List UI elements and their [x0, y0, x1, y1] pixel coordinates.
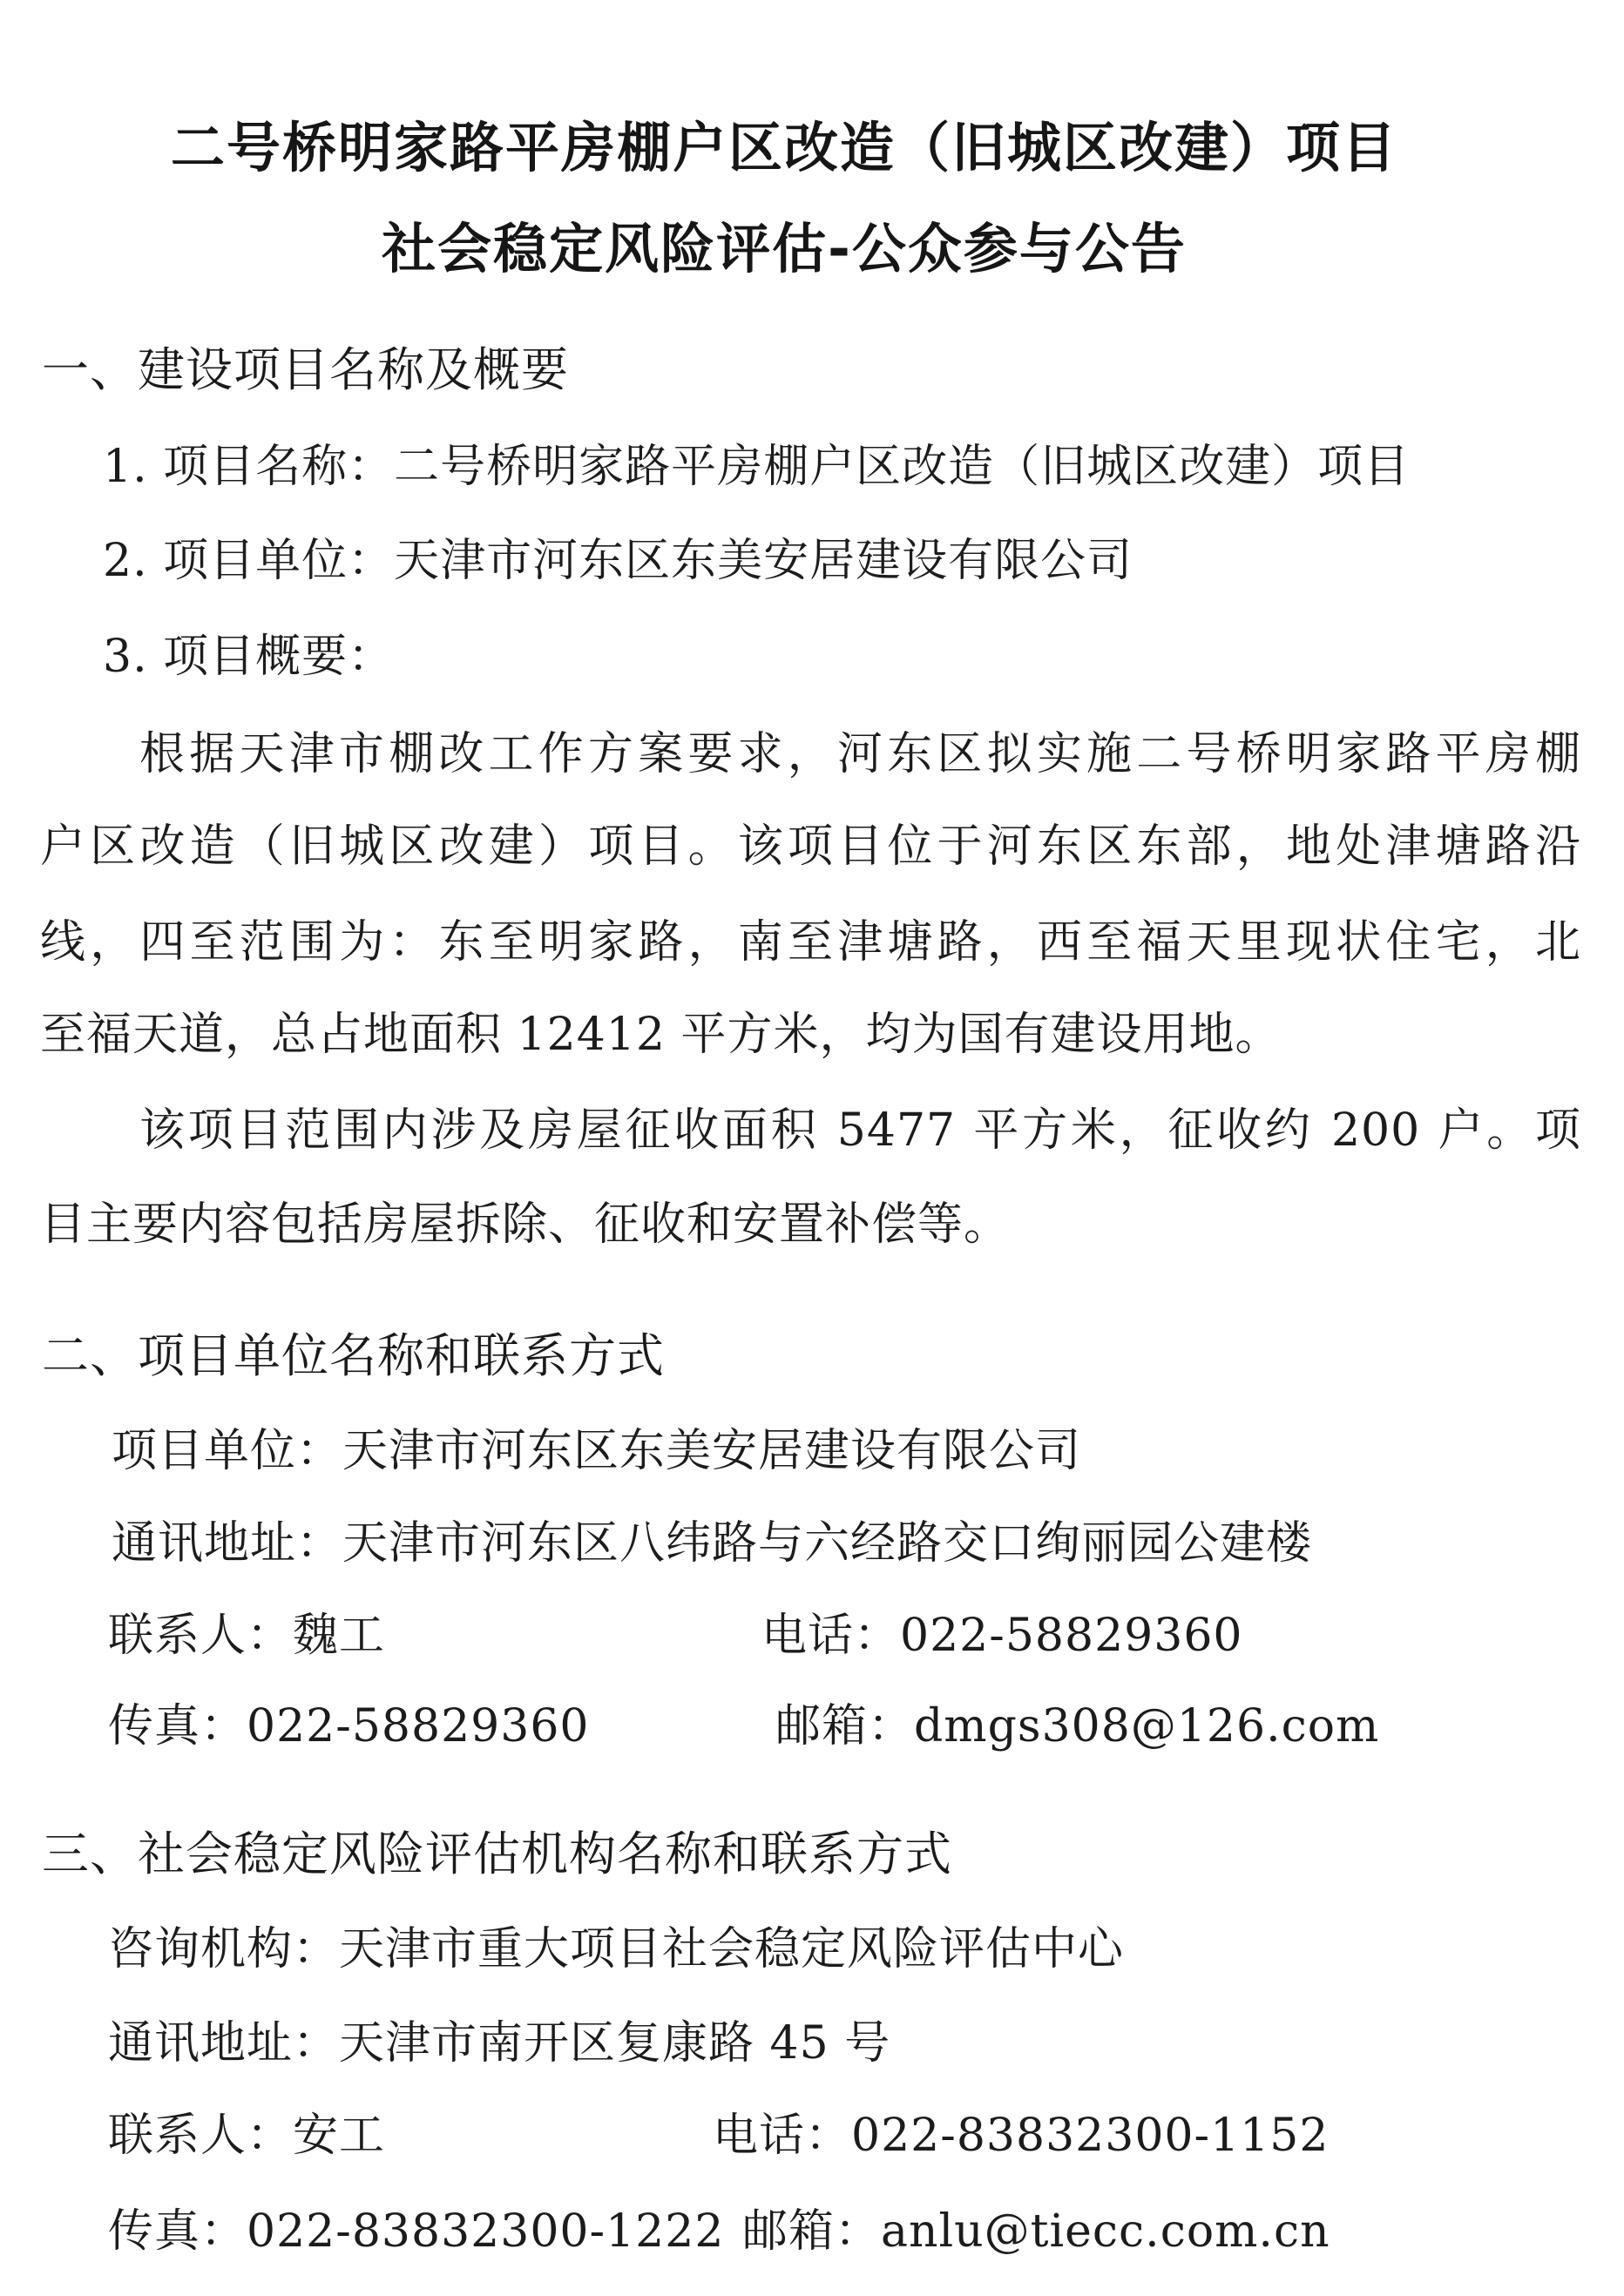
agency-contact-person: 联系人：安工	[108, 2110, 386, 2162]
agency-phone: 电话：022-83832300-1152	[713, 2110, 1330, 2162]
document-title-line2: 社会稳定风险评估-公众参与公告	[382, 217, 1187, 280]
unit-address-line: 通讯地址：天津市河东区八纬路与六经路交口绚丽园公建楼	[112, 1517, 1313, 1570]
agency-email: 邮箱：anlu@tiecc.com.cn	[742, 2205, 1330, 2258]
unit-phone: 电话：022-58829360	[761, 1610, 1243, 1662]
section3-heading: 三、社会稳定风险评估机构名称和联系方式	[42, 1827, 952, 1881]
agency-address-line: 通讯地址：天津市南开区复康路 45 号	[108, 2017, 891, 2070]
summary-paragraph-line: 根据天津市棚改工作方案要求，河东区拟实施二号桥明家路平房棚	[139, 728, 1581, 780]
project-summary-item: 3. 项目概要：	[103, 631, 395, 683]
project-unit-item: 2. 项目单位：天津市河东区东美安居建设有限公司	[103, 535, 1133, 587]
summary-paragraph-line: 户区改造（旧城区改建）项目。该项目位于河东区东部，地处津塘路沿	[40, 820, 1581, 873]
unit-name-line: 项目单位：天津市河东区东美安居建设有限公司	[112, 1425, 1082, 1477]
section1-heading: 一、建设项目名称及概要	[42, 342, 569, 397]
summary-paragraph-line: 至福天道，总占地面积 12412 平方米，均为国有建设用地。	[40, 1009, 1282, 1061]
unit-fax: 传真：022-58829360	[108, 1700, 590, 1752]
document-title-line1: 二号桥明家路平房棚户区改造（旧城区改建）项目	[170, 116, 1397, 179]
summary-paragraph-line: 线，四至范围为：东至明家路，南至津塘路，西至福天里现状住宅，北	[40, 916, 1581, 969]
scope-paragraph-line: 该项目范围内涉及房屋征收面积 5477 平方米，征收约 200 户。项	[139, 1104, 1581, 1157]
section2-heading: 二、项目单位名称和联系方式	[42, 1328, 665, 1383]
agency-fax: 传真：022-83832300-1222	[108, 2205, 725, 2258]
scope-paragraph-line: 目主要内容包括房屋拆除、征收和安置补偿等。	[40, 1199, 1011, 1251]
unit-contact-person: 联系人：魏工	[108, 1610, 386, 1662]
project-name-item: 1. 项目名称：二号桥明家路平房棚户区改造（旧城区改建）项目	[103, 441, 1411, 493]
unit-email: 邮箱：dmgs308@126.com	[775, 1700, 1380, 1752]
agency-name-line: 咨询机构：天津市重大项目社会稳定风险评估中心	[108, 1923, 1125, 1975]
